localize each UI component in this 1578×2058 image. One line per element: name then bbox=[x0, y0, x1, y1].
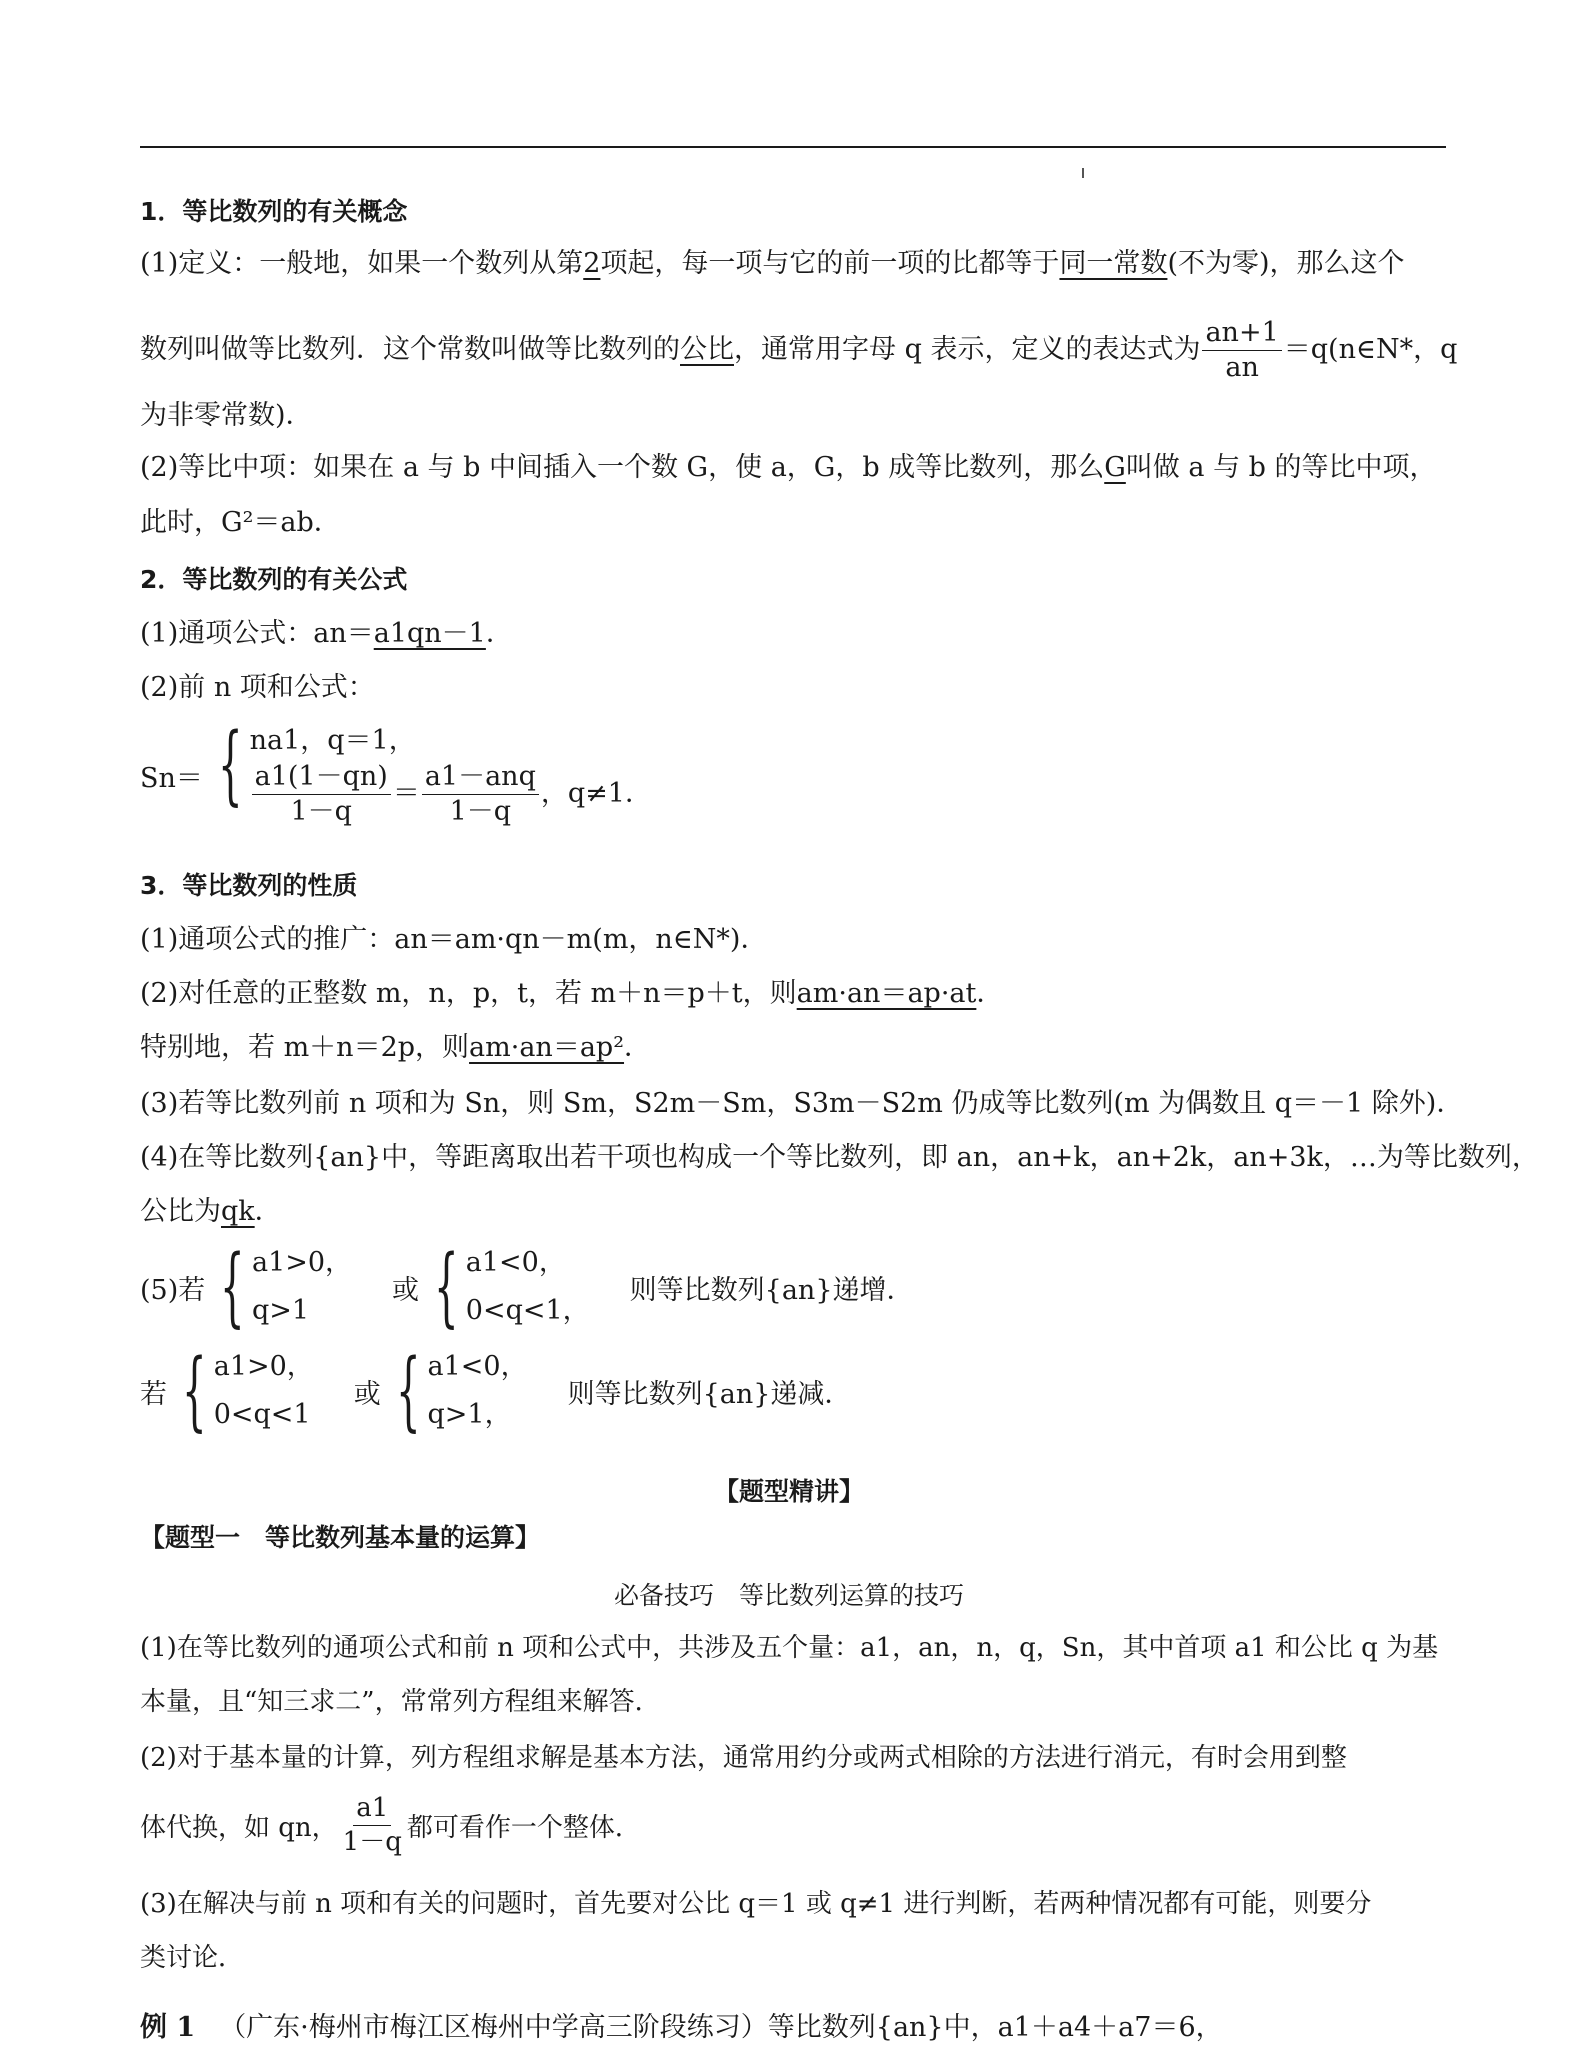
left-brace: { bbox=[182, 1341, 207, 1441]
left-brace: { bbox=[395, 1341, 421, 1441]
cases-brace bbox=[203, 715, 652, 829]
cases-brace bbox=[167, 1341, 314, 1441]
fraction-numerator: a1 bbox=[353, 1792, 391, 1826]
underlined-answer: a1qn－1 bbox=[373, 618, 486, 649]
text: (5)若 bbox=[140, 1274, 206, 1306]
definition-line-1 bbox=[140, 246, 1405, 282]
fraction-denominator: 1－q bbox=[449, 795, 512, 827]
text: 体代换，如 qn， bbox=[140, 1812, 338, 1843]
skill-1-line-2: 本量，且“知三求二”，常常列方程组来解答． bbox=[140, 1687, 661, 1717]
text: ，q≠1． bbox=[540, 778, 652, 810]
text: ＝q(n∈N*，q bbox=[1283, 333, 1458, 365]
example-text: （广东·梅州市梅江区梅州中学高三阶段练习）等比数列{an}中，a1＋a4＋a7＝6， bbox=[219, 2012, 1223, 2043]
fraction-numerator: a1－anq bbox=[422, 760, 539, 795]
section3-heading: 3．等比数列的性质 bbox=[140, 871, 358, 900]
general-term-formula bbox=[140, 616, 513, 652]
text: 或 bbox=[353, 1378, 381, 1410]
property-2 bbox=[140, 976, 1003, 1012]
fraction-numerator: an+1 bbox=[1202, 316, 1281, 351]
sum-formula-label: (2)前 n 项和公式： bbox=[140, 672, 375, 703]
example-1 bbox=[140, 2010, 1223, 2046]
geometric-mean-line-2: 此时，G²＝ab． bbox=[140, 507, 341, 538]
fraction-denominator: an bbox=[1225, 351, 1259, 383]
text: (不为零)，那么这个 bbox=[1167, 248, 1405, 279]
cases bbox=[428, 1348, 528, 1434]
skill-3-line-2: 类讨论． bbox=[140, 1943, 245, 1973]
case-q-equals-1: na1，q＝1， bbox=[249, 725, 416, 756]
fraction-numerator: a1(1－qn) bbox=[252, 760, 391, 795]
underlined-answer: qk bbox=[221, 1196, 255, 1227]
skill-3-line-1: (3)在解决与前 n 项和有关的问题时，首先要对公比 q＝1 或 q≠1 进行判断，若两种情况都有可能，则要分 bbox=[140, 1889, 1372, 1919]
example-label: 例 1 bbox=[140, 2012, 196, 2043]
type1-title: 【题型一 等比数列基本量的运算】 bbox=[140, 1523, 541, 1552]
text: 公比为 bbox=[140, 1196, 221, 1227]
case: a1<0， bbox=[427, 1351, 528, 1382]
text: ． bbox=[624, 1032, 652, 1063]
underlined-answer: 2 bbox=[583, 248, 601, 279]
cases bbox=[250, 722, 652, 829]
text: ． bbox=[254, 1196, 282, 1227]
property-4: (4)在等比数列{an}中，等距离取出若干项也构成一个等比数列，即 an，an+k，an+2k，an+3k，…为等比数列， bbox=[140, 1142, 1539, 1173]
text: 或 bbox=[392, 1274, 420, 1306]
increasing-condition bbox=[140, 1237, 914, 1337]
fraction-denominator: 1－q bbox=[290, 795, 352, 827]
text: (1)定义：一般地，如果一个数列从第 bbox=[140, 248, 584, 279]
skill-fraction bbox=[340, 1792, 405, 1858]
section2-heading: 2．等比数列的有关公式 bbox=[140, 565, 408, 594]
case: a1<0， bbox=[465, 1247, 566, 1278]
cases bbox=[466, 1244, 590, 1330]
skill-1-line-1: (1)在等比数列的通项公式和前 n 项和公式中，共涉及五个量：a1，an，n，q，Sn，其中首项 a1 和公比 q 为基 bbox=[140, 1633, 1439, 1663]
cases-brace bbox=[205, 1237, 353, 1337]
text: ． bbox=[976, 978, 1004, 1009]
left-brace: { bbox=[434, 1237, 459, 1337]
sum-fraction-2 bbox=[422, 760, 539, 829]
underlined-answer: am·an＝ap² bbox=[469, 1032, 625, 1063]
cases-brace bbox=[419, 1237, 590, 1337]
text: (2)等比中项：如果在 a 与 b 中间插入一个数 G，使 a，G，b 成等比数列，那么 bbox=[140, 452, 1105, 483]
property-1: (1)通项公式的推广：an＝am·qn－m(m，n∈N*)． bbox=[140, 924, 768, 955]
case: a1>0， bbox=[251, 1247, 353, 1278]
case: q>1， bbox=[427, 1399, 512, 1430]
decreasing-condition bbox=[140, 1341, 852, 1441]
text: (1)通项公式：an＝ bbox=[140, 618, 374, 649]
header-rule bbox=[140, 146, 1446, 148]
cases bbox=[214, 1348, 314, 1434]
text: ＝ bbox=[392, 778, 420, 810]
case-q-not-1 bbox=[250, 760, 652, 829]
left-brace: { bbox=[220, 1237, 245, 1337]
text: 特别地，若 m＋n＝2p，则 bbox=[140, 1032, 470, 1063]
text: 叫做 a 与 b 的等比中项， bbox=[1125, 452, 1437, 483]
cases-brace bbox=[381, 1341, 528, 1441]
underlined-answer: 同一常数 bbox=[1059, 248, 1168, 279]
page-mark bbox=[1082, 168, 1084, 178]
property-2-special bbox=[140, 1030, 651, 1066]
sum-fraction-1 bbox=[252, 760, 391, 829]
sum-formula bbox=[140, 715, 652, 829]
property-3: (3)若等比数列前 n 项和为 Sn，则 Sm，S2m－Sm，S3m－S2m 仍成等比数列(m 为偶数且 q＝－1 除外)． bbox=[140, 1088, 1464, 1119]
text: ，通常用字母 q 表示，定义的表达式为 bbox=[734, 333, 1201, 365]
case: 0<q<1 bbox=[213, 1399, 311, 1430]
underlined-answer: 公比 bbox=[680, 333, 734, 365]
text: 则等比数列{an}递增． bbox=[629, 1274, 914, 1306]
section1-heading: 1．等比数列的有关概念 bbox=[140, 197, 408, 226]
sum-lhs: Sn＝ bbox=[140, 762, 203, 794]
underlined-answer: am·an＝ap·at bbox=[796, 978, 977, 1009]
text: ． bbox=[485, 618, 513, 649]
skills-title: 必备技巧 等比数列运算的技巧 bbox=[613, 1581, 964, 1610]
definition-line-2 bbox=[140, 316, 1457, 385]
geometric-mean-line-1 bbox=[140, 450, 1437, 486]
text: 项起，每一项与它的前一项的比都等于 bbox=[600, 248, 1060, 279]
text: 数列叫做等比数列．这个常数叫做等比数列的 bbox=[140, 333, 680, 365]
text: (2)对任意的正整数 m，n，p，t，若 m＋n＝p＋t，则 bbox=[140, 978, 797, 1009]
skill-2-line-1: (2)对于基本量的计算，列方程组求解是基本方法，通常用约分或两式相除的方法进行消元，有时会用到整 bbox=[140, 1743, 1347, 1773]
definition-line-3: 为非零常数)． bbox=[140, 400, 313, 431]
text: 若 bbox=[140, 1378, 167, 1410]
case: a1>0， bbox=[213, 1351, 314, 1382]
underlined-answer: G bbox=[1104, 452, 1126, 483]
text: 则等比数列{an}递减． bbox=[567, 1378, 852, 1410]
case: q>1 bbox=[251, 1295, 310, 1326]
text: 都可看作一个整体． bbox=[406, 1812, 641, 1843]
property-4-ratio bbox=[140, 1194, 282, 1230]
skill-2-line-2 bbox=[140, 1792, 641, 1858]
lecture-title: 【题型精讲】 bbox=[713, 1477, 864, 1506]
fraction-denominator: 1－q bbox=[342, 1826, 402, 1857]
cases bbox=[252, 1244, 352, 1330]
case: 0<q<1， bbox=[465, 1295, 590, 1326]
left-brace: { bbox=[217, 715, 243, 815]
ratio-fraction bbox=[1202, 316, 1281, 385]
